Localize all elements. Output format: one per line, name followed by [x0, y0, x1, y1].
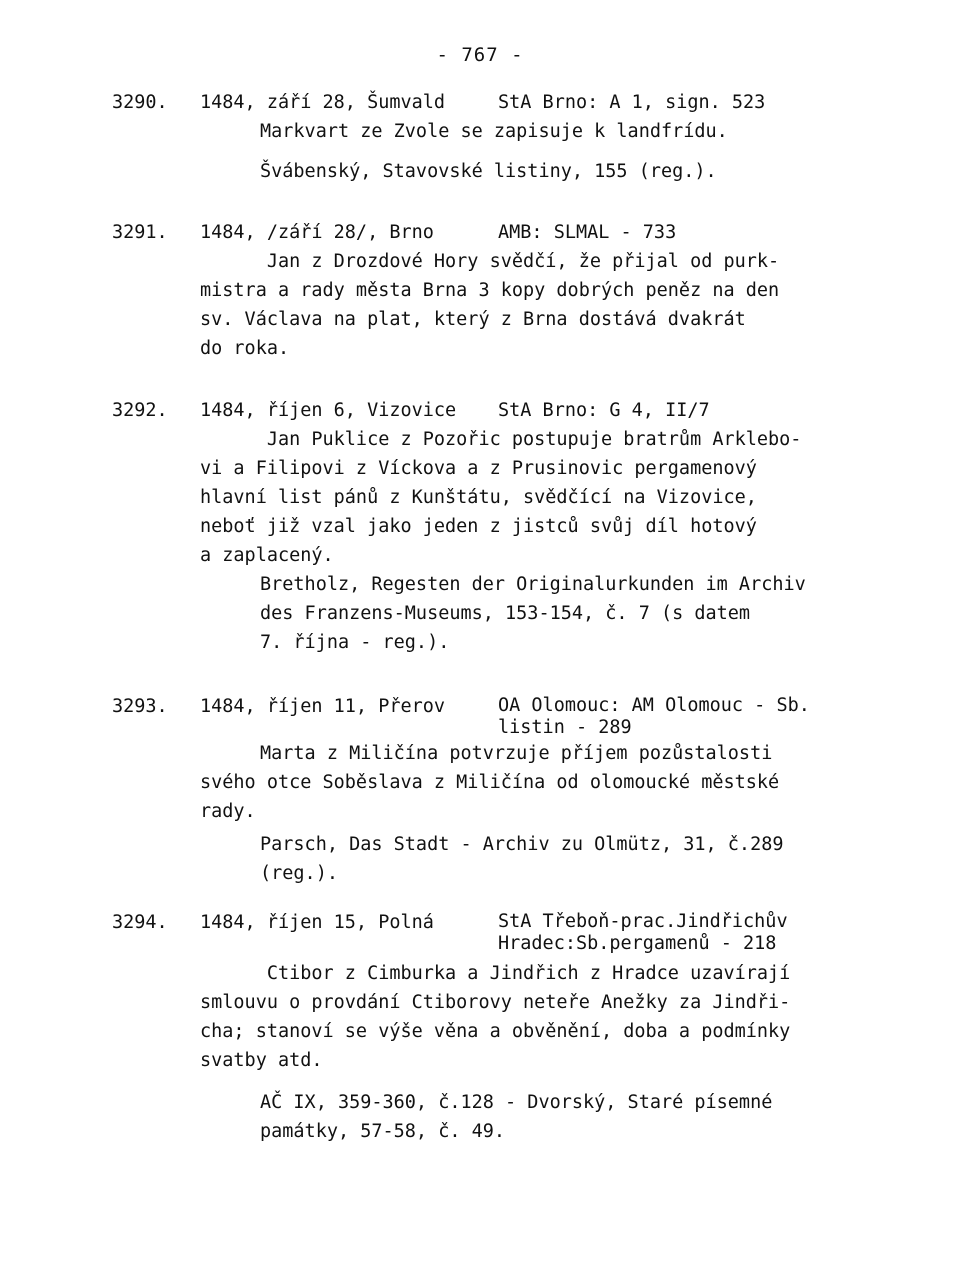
- entry-date-place: 1484, /září 28/, Brno: [200, 222, 434, 243]
- entry-literature-line: des Franzens-Museums, 153-154, č. 7 (s datem: [260, 603, 751, 624]
- entry-body-line: rady.: [200, 801, 256, 822]
- entry-source-line: Hradec:Sb.pergamenů - 218: [498, 933, 777, 954]
- entry-literature-line: 7. října - reg.).: [260, 632, 450, 653]
- entry-body: [260, 117, 920, 146]
- entry-date-place: 1484, říjen 15, Polná: [200, 912, 434, 933]
- entry-number: 3294.: [112, 912, 168, 933]
- page-number: - 767 -: [436, 44, 524, 66]
- entry-source-line: OA Olomouc: AM Olomouc - Sb.: [498, 695, 810, 716]
- entry-body-line: Marta z Miličína potvrzuje příjem pozůstalosti: [260, 743, 773, 764]
- entry-number: 3293.: [112, 696, 168, 717]
- entry-literature: [260, 830, 880, 888]
- entry-source: [498, 695, 810, 739]
- entry-body-line: vi a Filipovi z Víckova a z Prusinovic pergamenový: [200, 458, 757, 479]
- entry-body: [200, 247, 860, 363]
- entry-body-line: a zaplacený.: [200, 545, 334, 566]
- entry-body-line: do roka.: [200, 338, 290, 359]
- entry-body-line: Jan Puklice z Pozořic postupuje bratrům Arklebo-: [200, 429, 802, 450]
- entry-body-line: svého otce Soběslava z Miličína od olomoucké městské: [200, 772, 780, 793]
- entry-source-line: StA Třeboň-prac.Jindřichův: [498, 911, 788, 932]
- entry-body-line: neboť již vzal jako jeden z jistců svůj díl hotový: [200, 516, 757, 537]
- entry-literature: [260, 157, 880, 186]
- entry-source-line: StA Brno: G 4, II/7: [498, 400, 710, 421]
- entry-date-place: 1484, říjen 6, Vizovice: [200, 400, 457, 421]
- entry-literature: [260, 570, 880, 657]
- entry-number: 3291.: [112, 222, 168, 243]
- entry-literature-line: AČ IX, 359-360, č.128 - Dvorský, Staré písemné: [260, 1092, 773, 1113]
- entry-body-line: Markvart ze Zvole se zapisuje k landfrídu.: [260, 121, 728, 142]
- entry-body: [200, 425, 860, 570]
- entry-source-line: AMB: SLMAL - 733: [498, 222, 677, 243]
- entry-source: [498, 218, 676, 247]
- entry-number: 3290.: [112, 92, 168, 113]
- entry-body-line: Jan z Drozdové Hory svědčí, že přijal od purk-: [200, 251, 780, 272]
- entry-body-line: cha; stanoví se výše věna a obvěnění, doba a podmínky: [200, 1021, 791, 1042]
- entry-source: [498, 88, 765, 117]
- entry-number: 3292.: [112, 400, 168, 421]
- entry-literature-line: Bretholz, Regesten der Originalurkunden im Archiv: [260, 574, 806, 595]
- entry-source-line: listin - 289: [498, 717, 632, 738]
- entry-body-line: hlavní list pánů z Kunštátu, svědčící na Vizovice,: [200, 487, 757, 508]
- entry-body-line: sv. Václava na plat, který z Brna dostává dvakrát: [200, 309, 746, 330]
- entry-date-place: 1484, říjen 11, Přerov: [200, 696, 446, 717]
- entry-source: [498, 911, 788, 955]
- entry-source-line: StA Brno: A 1, sign. 523: [498, 92, 766, 113]
- entry-body-line: mistra a rady města Brna 3 kopy dobrých peněz na den: [200, 280, 780, 301]
- entry-literature-line: Švábenský, Stavovské listiny, 155 (reg.).: [260, 161, 717, 182]
- entry-body: [200, 959, 860, 1075]
- entry-date-place: 1484, září 28, Šumvald: [200, 92, 446, 113]
- entry-literature-line: památky, 57-58, č. 49.: [260, 1121, 506, 1142]
- entry-body-line: svatby atd.: [200, 1050, 323, 1071]
- entry-body-line: Ctibor z Cimburka a Jindřich z Hradce uzavírají: [200, 963, 791, 984]
- entry-literature: [260, 1088, 880, 1146]
- entry-source: [498, 396, 710, 425]
- entry-literature-line: (reg.).: [260, 863, 338, 884]
- entry-literature-line: Parsch, Das Stadt - Archiv zu Olmütz, 31, č.289: [260, 834, 784, 855]
- entry-body-line: smlouvu o provdání Ctiborovy neteře Anežky za Jindři-: [200, 992, 791, 1013]
- entry-body: [200, 739, 860, 826]
